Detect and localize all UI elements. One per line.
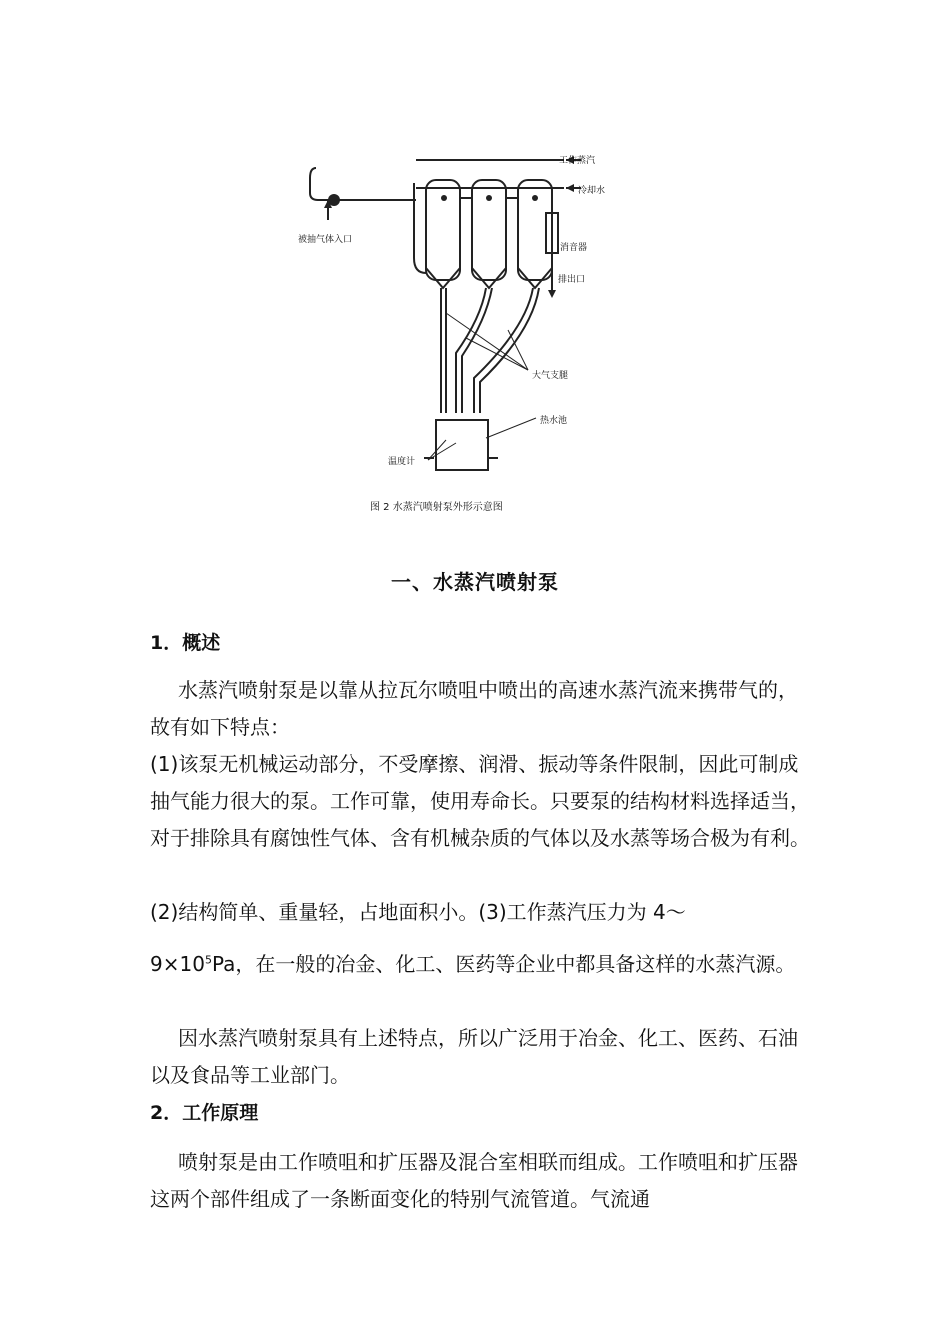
label-thermometer: 温度计 — [388, 457, 416, 467]
paragraph-feature-2-3: (2)结构简单、重量轻，占地面积小。(3)工作蒸汽压力为 4～ — [150, 900, 686, 924]
barometric-leg-3 — [474, 288, 533, 413]
steam-jet-pump-schematic — [296, 138, 606, 518]
paragraph-feature-1: (1)该泵无机械运动部分，不受摩擦、润滑、振动等条件限制，因此可制成抽气能力很大的泵。工作可靠，使用寿命长。只要泵的结构材料选择适当，对于排除具有腐蚀性气体、含有机械杂质的气体以及水蒸等场合极为有利。 — [150, 752, 810, 850]
label-silencer: 消音器 — [560, 243, 588, 253]
label-hot-well: 热水池 — [540, 416, 568, 426]
heading-working-principle: 2．工作原理 — [150, 1102, 259, 1124]
suction-pipe — [310, 168, 416, 200]
pressure-rest: Pa，在一般的冶金、化工、医药等企业中都具备这样的水蒸汽源。 — [211, 952, 796, 976]
condenser-1 — [426, 180, 460, 280]
heading-overview: 1．概述 — [150, 632, 221, 654]
figure-caption: 图 2 水蒸汽喷射泵外形示意图 — [370, 502, 503, 513]
label-steam: 工作蒸汽 — [558, 156, 595, 166]
label-outlet: 排出口 — [558, 275, 586, 285]
label-barometric-leg: 大气支腿 — [532, 371, 569, 381]
paragraph-overview-intro: 水蒸汽喷射泵是以靠从拉瓦尔喷咀中喷出的高速水蒸汽流来携带气的，故有如下特点： — [150, 678, 798, 739]
paragraph-steam-pressure — [150, 946, 810, 983]
label-cooling-water: 冷却水 — [578, 186, 606, 196]
label-gas-inlet: 被抽气体入口 — [298, 235, 353, 245]
barometric-leg-2 — [456, 288, 486, 413]
pump-diagram — [296, 138, 606, 518]
section-title: 一、水蒸汽喷射泵 — [391, 570, 559, 594]
paragraph-principle: 喷射泵是由工作喷咀和扩压器及混合室相联而组成。工作喷咀和扩压器这两个部件组成了一条断面变化的特别气流管道。气流通 — [150, 1150, 798, 1211]
pressure-base: 9×10 — [150, 952, 205, 976]
paragraph-applications: 因水蒸汽喷射泵具有上述特点，所以广泛用于冶金、化工、医药、石油以及食品等工业部门。 — [150, 1026, 798, 1087]
pressure-exponent: 5 — [204, 953, 212, 967]
hot-well-tank — [436, 420, 488, 470]
